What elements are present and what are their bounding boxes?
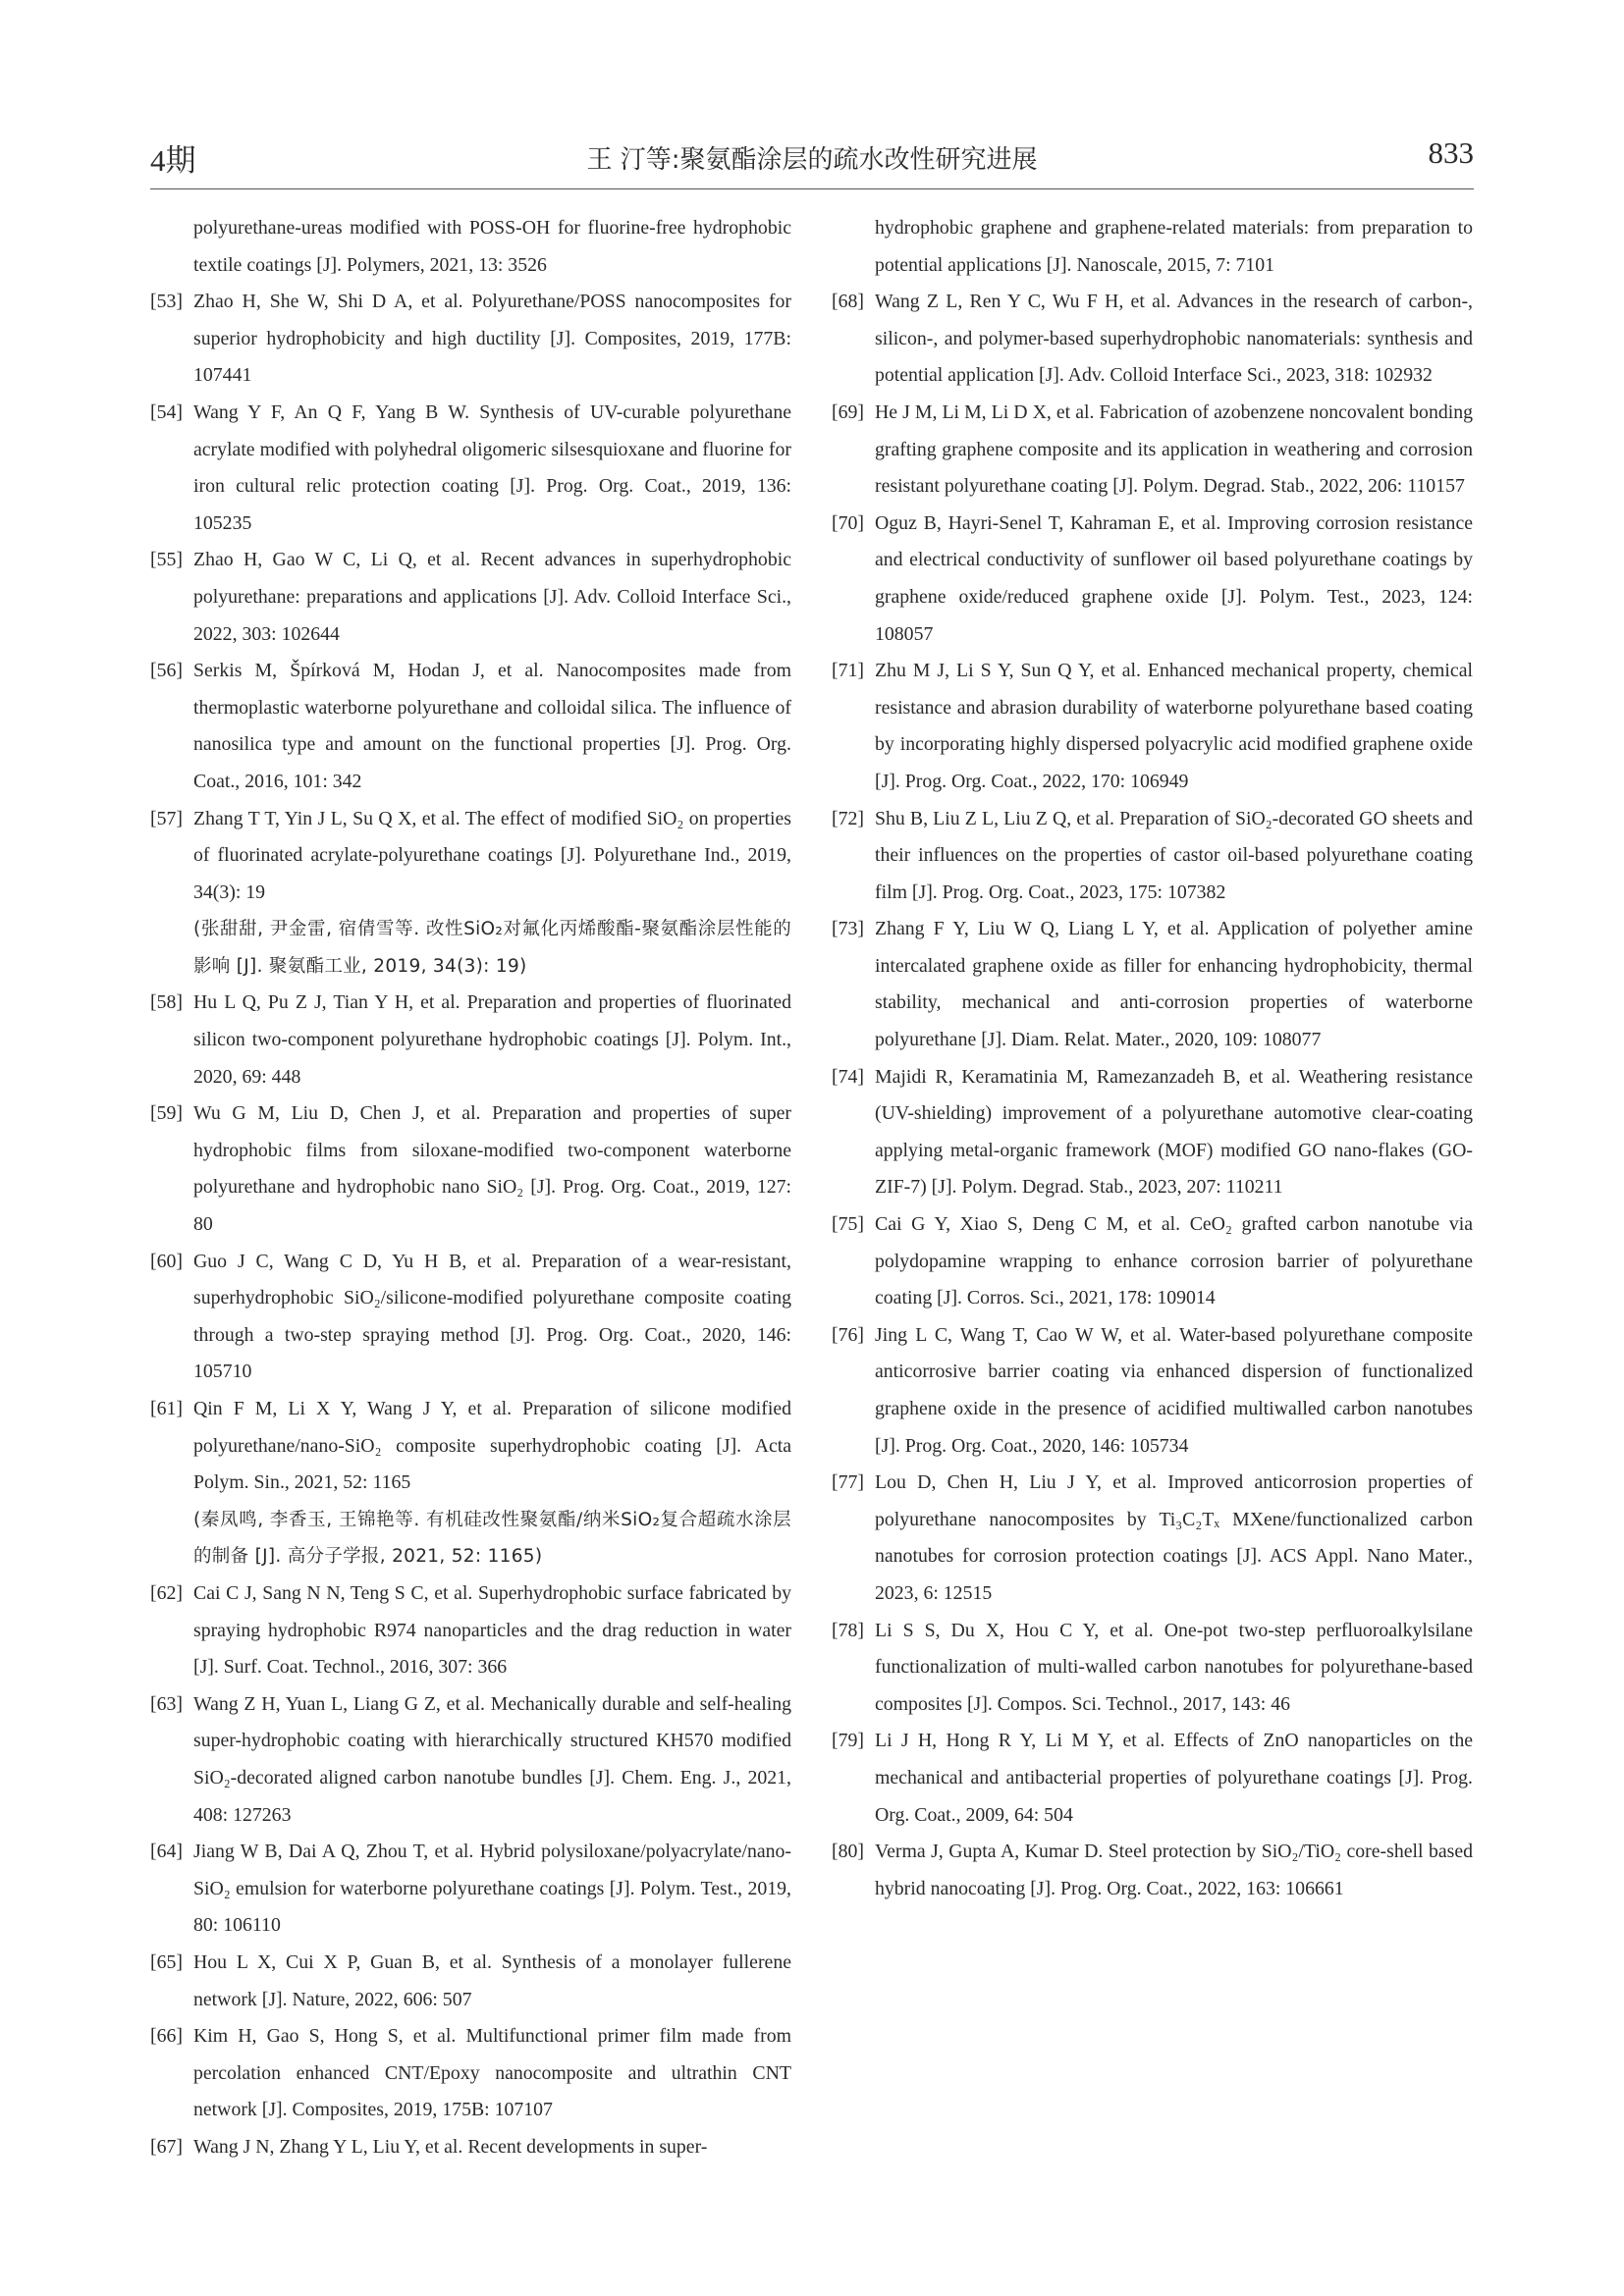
reference-text: Hu L Q, Pu Z J, Tian Y H, et al. Preparation and properties of fluorinated silicon two-component polyurethane hydrophobic coatings [J]. Polym. Int., 2020, 69: 448 [193, 991, 791, 1088]
reference-text: Verma J, Gupta A, Kumar D. Steel protection by SiO₂/TiO₂ core-shell based hybrid nanocoating [J]. Prog. Org. Coat., 2022, 163: 106661 [875, 1841, 1473, 1899]
reference-number: [69] [832, 400, 864, 423]
reference-text: Zhao H, Gao W C, Li Q, et al. Recent advances in superhydrophobic polyurethane: preparations and applications [J]. Adv. Colloid Interface Sci., 2022, 303: 102644 [193, 549, 791, 645]
reference-68 [832, 284, 1473, 395]
running-title: 王 汀等:聚氨酯涂层的疏水改性研究进展 [586, 145, 1038, 175]
reference-number: [60] [150, 1250, 183, 1272]
reference-60 [150, 1244, 791, 1391]
reference-61 [150, 1391, 791, 1575]
reference-75 [832, 1206, 1473, 1317]
reference-text: Wang J N, Zhang Y L, Liu Y, et al. Recent developments in super- [193, 2135, 708, 2158]
reference-text: Kim H, Gao S, Hong S, et al. Multifunctional primer film made from percolation enhanced CNT/Epoxy nanocomposite and ultrathin CNT network [J]. Composites, 2019, 175B: 107107 [193, 2025, 791, 2121]
header-rule [150, 188, 1474, 189]
reference-73 [832, 911, 1473, 1058]
reference-59 [150, 1095, 791, 1243]
issue-number: 4期 [150, 143, 196, 178]
reference-66 [150, 2018, 791, 2129]
reference-70 [832, 506, 1473, 653]
reference-55 [150, 542, 791, 653]
reference-text: Cai C J, Sang N N, Teng S C, et al. Superhydrophobic surface fabricated by spraying hydrophobic R974 nanoparticles and the drag reduction in water [J]. Surf. Coat. Technol., 2016, 307: 366 [193, 1581, 791, 1679]
reference-62 [150, 1575, 791, 1686]
reference-number: [64] [150, 1841, 183, 1863]
reference-number: [74] [832, 1065, 864, 1088]
reference-text: Majidi R, Keramatinia M, Ramezanzadeh B, et al. Weathering resistance (UV-shielding) improvement of a polyurethane automotive clear-coating applying metal-organic framework (MOF) modified GO nano-flakes (GO-ZIF-7) [J]. Polym. Degrad. Stab., 2023, 207: 110211 [875, 1065, 1473, 1199]
reference-chinese-text: (张甜甜, 尹金雷, 宿倩雪等. 改性SiO₂对氟化丙烯酸酯-聚氨酯涂层性能的影响 [J]. 聚氨酯工业, 2019, 34(3): 19) [193, 919, 791, 977]
reference-text: Li S S, Du X, Hou C Y, et al. One-pot two-step perfluoroalkylsilane functionalization of multi-walled carbon nanotubes for polyurethane-based composites [J]. Compos. Sci. Technol., 2017, 143: 46 [875, 1619, 1473, 1715]
reference-text: He J M, Li M, Li D X, et al. Fabrication of azobenzene noncovalent bonding grafting graphene composite and its application in weathering and corrosion resistant polyurethane coating [J]. Polym. Degrad. Stab., 2022, 206: 110157 [875, 400, 1473, 498]
reference-54 [150, 395, 791, 542]
reference-text: Jiang W B, Dai A Q, Zhou T, et al. Hybrid polysiloxane/polyacrylate/nano-SiO₂ emulsion for waterborne polyurethane coatings [J]. Polym. Test., 2019, 80: 106110 [193, 1841, 791, 1937]
page-header [150, 135, 1474, 181]
page-number: 833 [1428, 135, 1474, 170]
reference-number: [67] [150, 2135, 183, 2158]
reference-76 [832, 1317, 1473, 1465]
reference-67 [150, 2129, 791, 2166]
reference-number: [57] [150, 807, 183, 829]
reference-56 [150, 653, 791, 800]
reference-number: [75] [832, 1213, 864, 1236]
reference-number: [61] [150, 1398, 183, 1419]
reference-text: Zhu M J, Li S Y, Sun Q Y, et al. Enhanced mechanical property, chemical resistance and abrasion durability of waterborne polyurethane based coating by incorporating highly dispersed polyacrylic acid modified graphene oxide [J]. Prog. Org. Coat., 2022, 170: 106949 [875, 660, 1473, 792]
reference-74 [832, 1059, 1473, 1206]
reference-number: [54] [150, 400, 183, 423]
reference-text: Wang Z L, Ren Y C, Wu F H, et al. Advances in the research of carbon-, silicon-, and polymer-based superhydrophobic nanomaterials: synthesis and potential application [J]. Adv. Colloid Interface Sci., 2023, 318: 102932 [875, 291, 1473, 387]
reference-text: Zhao H, She W, Shi D A, et al. Polyurethane/POSS nanocomposites for superior hydrophobicity and high ductility [J]. Composites, 2019, 177B: 107441 [193, 291, 791, 387]
reference-number: [63] [150, 1692, 183, 1715]
reference-number: [62] [150, 1581, 183, 1604]
reference-72 [832, 801, 1473, 912]
reference-text: hydrophobic graphene and graphene-related materials: from preparation to potential applications [J]. Nanoscale, 2015, 7: 7101 [875, 217, 1473, 276]
reference-text: Wang Y F, An Q F, Yang B W. Synthesis of UV-curable polyurethane acrylate modified with polyhedral oligomeric silsesquioxane and fluorine for iron cultural relic protection coating [J]. Prog. Org. Coat., 2019, 136: 105235 [193, 400, 791, 534]
reference-text: Wang Z H, Yuan L, Liang G Z, et al. Mechanically durable and self-healing super-hydrophobic coating with hierarchically structured KH570 modified SiO₂-decorated aligned carbon nanotube bundles [J]. Chem. Eng. J., 2021, 408: 127263 [193, 1692, 791, 1826]
reference-text: Zhang F Y, Liu W Q, Liang L Y, et al. Application of polyether amine intercalated graphene oxide as filler for enhancing hydrophobicity, thermal stability, mechanical and anti-corrosion properties of waterborne polyurethane [J]. Diam. Relat. Mater., 2020, 109: 108077 [875, 918, 1473, 1051]
reference-number: [79] [832, 1730, 864, 1752]
reference-65 [150, 1945, 791, 2018]
reference-77 [832, 1465, 1473, 1612]
reference-text: Oguz B, Hayri-Senel T, Kahraman E, et al. Improving corrosion resistance and electrical conductivity of sunflower oil based polyurethane coatings by graphene oxide/reduced graphene oxide [J]. Polym. Test., 2023, 124: 108057 [875, 511, 1473, 645]
reference-number: [66] [150, 2025, 183, 2048]
reference-number: [59] [150, 1102, 183, 1125]
reference-number: [72] [832, 807, 864, 829]
reference-text: Li J H, Hong R Y, Li M Y, et al. Effects of ZnO nanoparticles on the mechanical and antibacterial properties of polyurethane coatings [J]. Prog. Org. Coat., 2009, 64: 504 [875, 1730, 1473, 1826]
reference-text: Jing L C, Wang T, Cao W W, et al. Water-based polyurethane composite anticorrosive barrier coating via enhanced dispersion of functionalized graphene oxide in the presence of acidified multiwalled carbon nanotubes [J]. Prog. Org. Coat., 2020, 146: 105734 [875, 1323, 1473, 1457]
reference-number: [53] [150, 291, 183, 313]
reference-57 [150, 801, 791, 986]
reference-number: [56] [150, 660, 183, 682]
reference-52-continued [150, 210, 791, 284]
reference-71 [832, 653, 1473, 800]
reference-number: [76] [832, 1323, 864, 1346]
reference-number: [71] [832, 660, 864, 682]
reference-text: Qin F M, Li X Y, Wang J Y, et al. Preparation of silicone modified polyurethane/nano-SiO₂ composite superhydrophobic coating [J]. Acta Polym. Sin., 2021, 52: 1165 [193, 1398, 791, 1494]
reference-78 [832, 1613, 1473, 1724]
reference-text: Wu G M, Liu D, Chen J, et al. Preparation and properties of super hydrophobic films from siloxane-modified two-component waterborne polyurethane and hydrophobic nano SiO₂ [J]. Prog. Org. Coat., 2019, 127: 80 [193, 1102, 791, 1236]
left-column [150, 210, 791, 2165]
reference-text: Hou L X, Cui X P, Guan B, et al. Synthesis of a monolayer fullerene network [J]. Nature, 2022, 606: 507 [193, 1950, 791, 2010]
reference-text: polyurethane-ureas modified with POSS-OH for fluorine-free hydrophobic textile coatings [J]. Polymers, 2021, 13: 3526 [193, 217, 791, 276]
reference-number: [65] [150, 1950, 183, 1973]
reference-number: [77] [832, 1471, 864, 1494]
reference-chinese-text: (秦凤鸣, 李香玉, 王锦艳等. 有机硅改性聚氨酯/纳米SiO₂复合超疏水涂层的制备 [J]. 高分子学报, 2021, 52: 1165) [193, 1509, 791, 1568]
reference-58 [150, 985, 791, 1095]
reference-number: [70] [832, 511, 864, 534]
reference-number: [55] [150, 549, 183, 571]
reference-79 [832, 1723, 1473, 1834]
reference-number: [73] [832, 918, 864, 940]
reference-text: Zhang T T, Yin J L, Su Q X, et al. The effect of modified SiO₂ on properties of fluorinated acrylate-polyurethane coatings [J]. Polyurethane Ind., 2019, 34(3): 19 [193, 807, 791, 903]
reference-53 [150, 284, 791, 395]
reference-text: Lou D, Chen H, Liu J Y, et al. Improved anticorrosion properties of polyurethane nanocomposites by Ti₃C₂Tₓ MXene/functionalized carbon nanotubes for corrosion protection coatings [J]. ACS Appl. Nano Mater., 2023, 6: 12515 [875, 1471, 1473, 1604]
reference-text: Serkis M, Špírková M, Hodan J, et al. Nanocomposites made from thermoplastic waterborne polyurethane and colloidal silica. The influence of nanosilica type and amount on the functional properties [J]. Prog. Org. Coat., 2016, 101: 342 [193, 660, 791, 792]
reference-69 [832, 395, 1473, 506]
reference-67-continued [832, 210, 1473, 284]
reference-number: [68] [832, 291, 864, 313]
right-column [832, 210, 1473, 1907]
reference-text: Guo J C, Wang C D, Yu H B, et al. Preparation of a wear-resistant, superhydrophobic SiO₂/silicone-modified polyurethane composite coating through a two-step spraying method [J]. Prog. Org. Coat., 2020, 146: 105710 [193, 1250, 791, 1383]
reference-number: [78] [832, 1619, 864, 1641]
reference-number: [80] [832, 1841, 864, 1863]
reference-80 [832, 1834, 1473, 1907]
reference-text: Shu B, Liu Z L, Liu Z Q, et al. Preparation of SiO₂-decorated GO sheets and their influences on the properties of castor oil-based polyurethane coating film [J]. Prog. Org. Coat., 2023, 175: 107382 [875, 807, 1473, 903]
reference-64 [150, 1834, 791, 1945]
reference-number: [58] [150, 991, 183, 1014]
reference-text: Cai G Y, Xiao S, Deng C M, et al. CeO₂ grafted carbon nanotube via polydopamine wrapping to enhance corrosion barrier of polyurethane coating [J]. Corros. Sci., 2021, 178: 109014 [875, 1213, 1473, 1309]
reference-63 [150, 1686, 791, 1834]
